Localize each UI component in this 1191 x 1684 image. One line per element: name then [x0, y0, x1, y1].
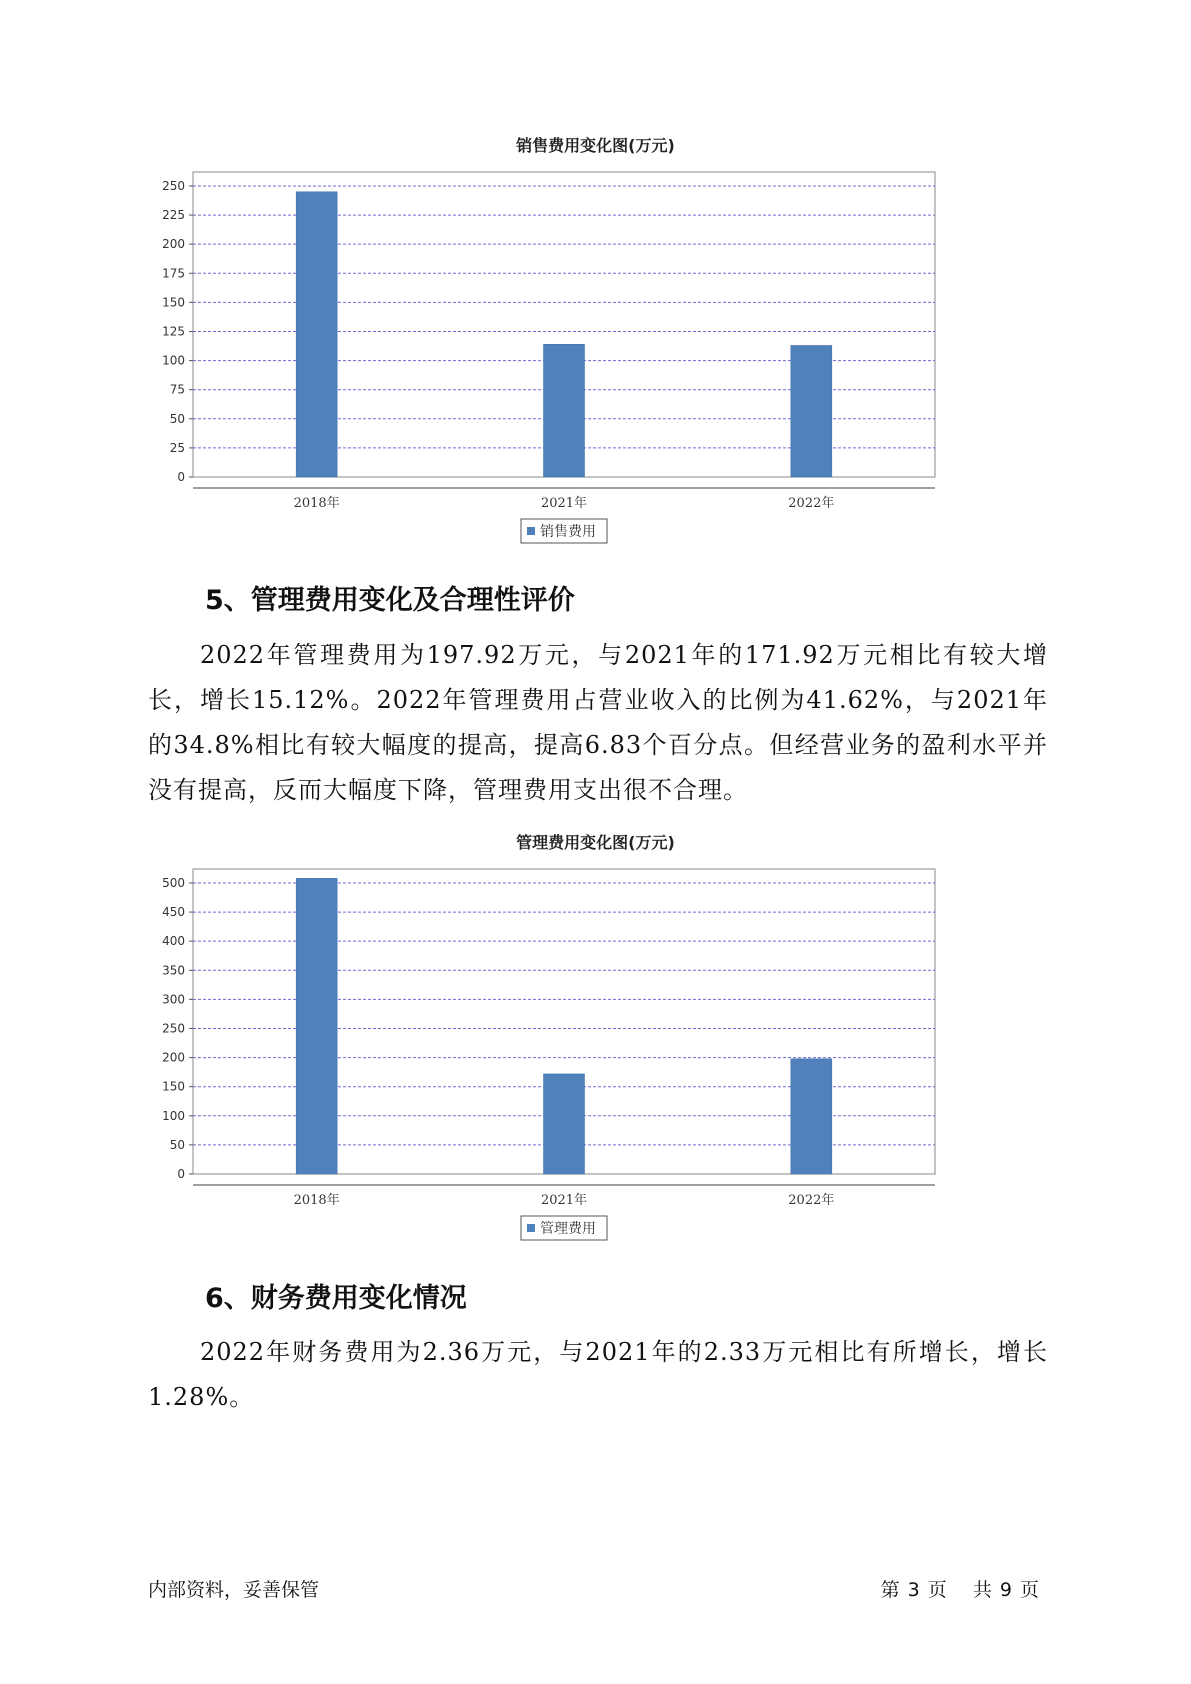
total-pages: 9 — [999, 1579, 1012, 1601]
page-number: 3 — [907, 1579, 920, 1601]
y-tick-label: 200 — [162, 237, 185, 252]
y-tick-label: 25 — [169, 440, 185, 455]
y-tick-label: 200 — [162, 1050, 185, 1065]
page-prefix: 第 — [880, 1579, 900, 1601]
bar — [544, 1074, 585, 1174]
x-tick-label: 2021年 — [540, 1193, 588, 1208]
legend-label: 销售费用 — [540, 524, 596, 540]
y-tick-label: 350 — [162, 963, 185, 978]
legend-swatch — [527, 527, 535, 535]
legend-label: 管理费用 — [540, 1221, 596, 1237]
y-tick-label: 100 — [162, 1108, 185, 1123]
admin-expense-bar-chart — [160, 862, 960, 1242]
sales-chart-title: 销售费用变化图(万元) — [516, 136, 675, 155]
x-tick-label: 2021年 — [540, 496, 588, 511]
x-tick-label: 2022年 — [788, 496, 835, 511]
bar — [296, 878, 337, 1174]
admin-chart-title: 管理费用变化图(万元) — [516, 833, 675, 852]
y-tick-label: 250 — [162, 178, 185, 193]
y-tick-label: 450 — [162, 905, 185, 920]
y-tick-label: 150 — [162, 295, 185, 310]
bar — [791, 345, 832, 477]
y-tick-label: 125 — [162, 324, 185, 339]
y-tick-label: 300 — [162, 992, 185, 1007]
total-prefix: 共 — [972, 1579, 992, 1601]
bar — [296, 192, 337, 477]
x-tick-label: 2018年 — [293, 1193, 340, 1208]
y-tick-label: 75 — [169, 382, 185, 397]
y-tick-label: 225 — [162, 208, 185, 223]
section-6-heading: 6、财务费用变化情况 — [205, 1283, 467, 1314]
page-unit: 页 — [927, 1579, 947, 1601]
section-5-paragraph: 2022年管理费用为197.92万元，与2021年的171.92万元相比有较大增长，增长15.12%。2022年管理费用占营业收入的比例为41.62%，与2021年的34.8%相比有较大幅度的提高，提高6.83个百分点。但经营业务的盈利水平并没有提高，反而大幅度下降，管理费用支出很不合理。 — [148, 641, 1048, 804]
bar — [791, 1059, 832, 1174]
section-5-heading: 5、管理费用变化及合理性评价 — [205, 585, 575, 616]
sales-expense-bar-chart — [160, 165, 960, 545]
y-tick-label: 175 — [162, 266, 185, 281]
y-tick-label: 50 — [169, 1137, 185, 1152]
y-tick-label: 400 — [162, 934, 185, 949]
section-6-paragraph: 2022年财务费用为2.36万元，与2021年的2.33万元相比有所增长，增长1.28%。 — [148, 1338, 1048, 1411]
x-tick-label: 2022年 — [788, 1193, 835, 1208]
y-tick-label: 50 — [169, 411, 185, 426]
total-unit: 页 — [1019, 1579, 1039, 1601]
legend-swatch — [527, 1224, 535, 1232]
y-tick-label: 100 — [162, 353, 185, 368]
y-tick-label: 500 — [162, 875, 185, 890]
y-tick-label: 150 — [162, 1079, 185, 1094]
y-tick-label: 0 — [177, 470, 185, 484]
y-tick-label: 250 — [162, 1021, 185, 1036]
y-tick-label: 0 — [177, 1167, 185, 1181]
x-tick-label: 2018年 — [293, 496, 340, 511]
bar — [544, 344, 585, 477]
footer-page-info — [877, 1575, 1043, 1602]
footer-confidential-note: 内部资料，妥善保管 — [148, 1579, 320, 1601]
